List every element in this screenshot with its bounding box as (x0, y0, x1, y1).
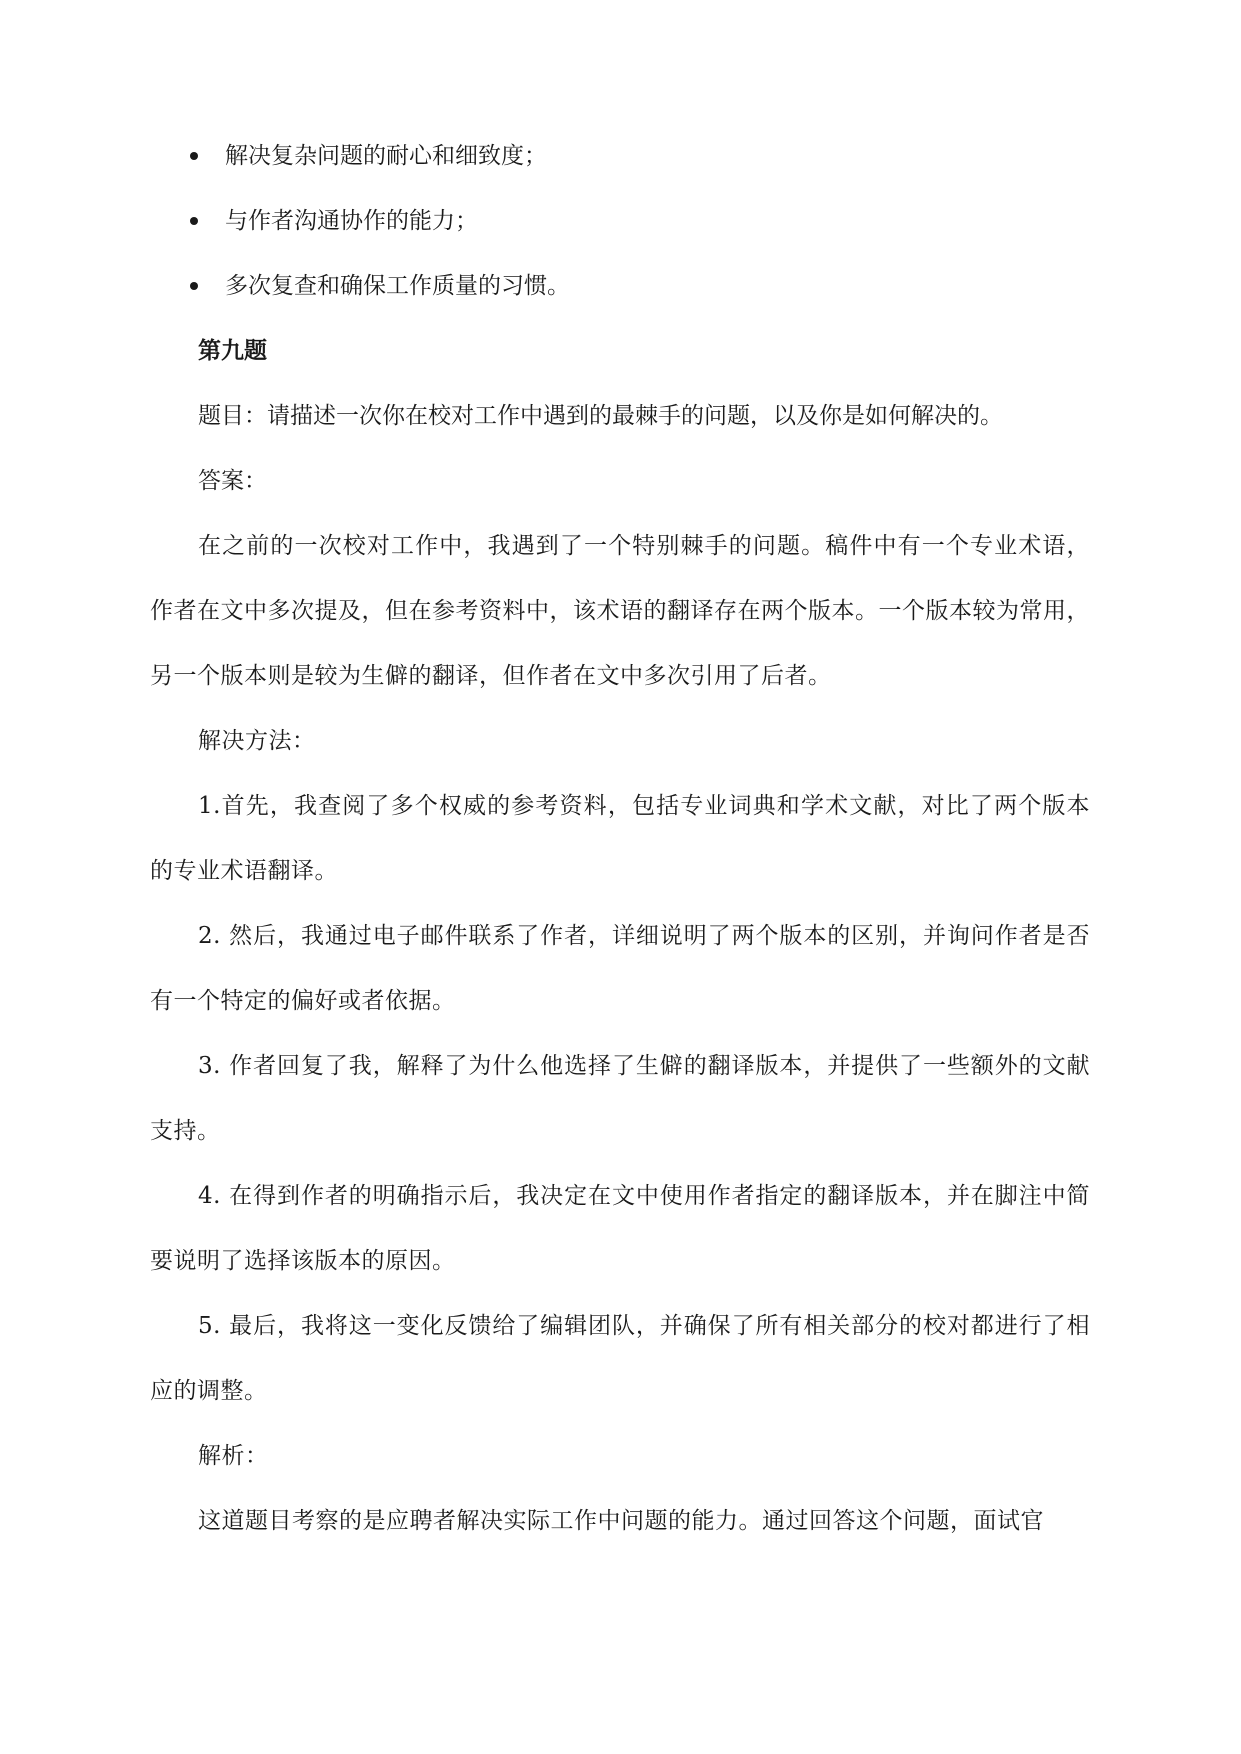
answer-label: 答案： (198, 468, 267, 494)
list-item-text: 多次复查和确保工作质量的习惯。 (225, 273, 570, 299)
step-paragraph: 5. 最后，我将这一变化反馈给了编辑团队，并确保了所有相关部分的校对都进行了相应的调整。 (150, 1313, 1090, 1404)
list-item (150, 270, 1090, 302)
method-label: 解决方法： (198, 728, 316, 754)
bullet-icon (190, 282, 198, 290)
qualities-list (150, 140, 1090, 302)
list-item-text: 解决复杂问题的耐心和细致度； (225, 143, 547, 169)
analysis-paragraph: 这道题目考察的是应聘者解决实际工作中问题的能力。通过回答这个问题，面试官 (198, 1508, 1044, 1534)
bullet-icon (190, 152, 198, 160)
step-paragraph: 3. 作者回复了我，解释了为什么他选择了生僻的翻译版本，并提供了一些额外的文献支持。 (150, 1053, 1090, 1144)
question-text: 题目：请描述一次你在校对工作中遇到的最棘手的问题，以及你是如何解决的。 (198, 403, 1003, 429)
list-item-text: 与作者沟通协作的能力； (225, 208, 478, 234)
list-item (150, 140, 1090, 172)
step-paragraph: 4. 在得到作者的明确指示后，我决定在文中使用作者指定的翻译版本，并在脚注中简要说明了选择该版本的原因。 (150, 1183, 1090, 1274)
step-paragraph: 1.首先，我查阅了多个权威的参考资料，包括专业词典和学术文献，对比了两个版本的专业术语翻译。 (150, 793, 1090, 884)
document-page (150, 140, 1090, 1554)
list-item (150, 205, 1090, 237)
analysis-label: 解析： (198, 1443, 269, 1469)
step-paragraph: 2. 然后，我通过电子邮件联系了作者，详细说明了两个版本的区别，并询问作者是否有一个特定的偏好或者依据。 (150, 923, 1090, 1014)
section-heading: 第九题 (198, 338, 267, 364)
bullet-icon (190, 217, 198, 225)
answer-paragraph: 在之前的一次校对工作中，我遇到了一个特别棘手的问题。稿件中有一个专业术语，作者在文中多次提及，但在参考资料中，该术语的翻译存在两个版本。一个版本较为常用，另一个版本则是较为生僻的翻译，但作者在文中多次引用了后者。 (150, 533, 1090, 689)
